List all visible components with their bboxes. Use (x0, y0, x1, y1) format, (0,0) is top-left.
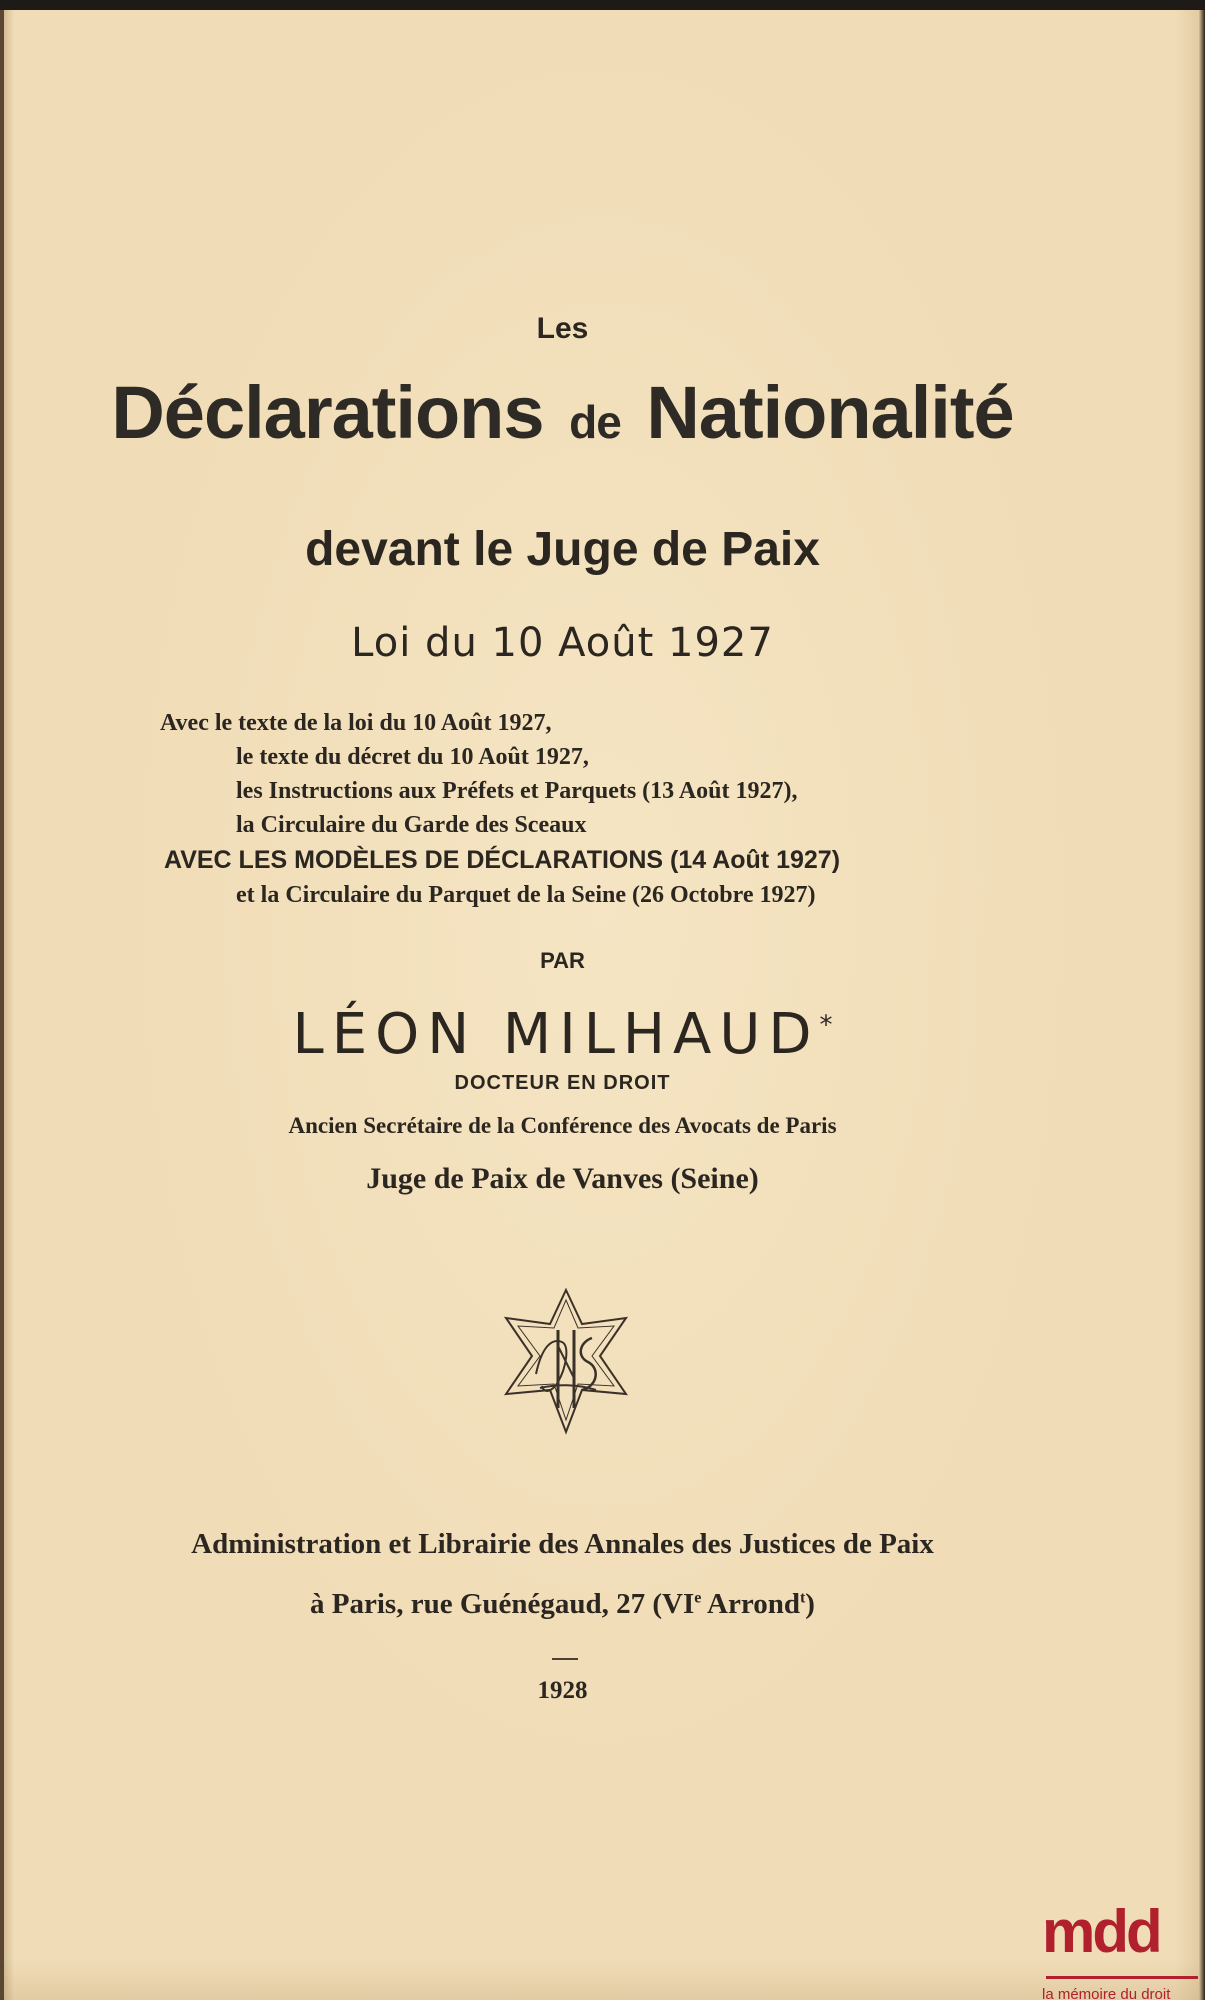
contents-line: et la Circulaire du Parquet de la Seine (26 Octobre 1927) (236, 882, 816, 908)
publisher-name: Administration et Librairie des Annales des Justices de Paix (191, 1528, 934, 1560)
page-edge (1199, 10, 1205, 2000)
address-mid: Arrond (701, 1588, 800, 1620)
author-name-text: LÉON MILHAUD (292, 1002, 820, 1067)
separator-dash (552, 1658, 578, 1660)
main-title-connector: de (569, 396, 621, 448)
law-reference: Loi du 10 Août 1927 (351, 620, 774, 666)
author-role-current: Juge de Paix de Vanves (Seine) (366, 1162, 759, 1195)
main-title-part2: Nationalité (646, 371, 1014, 454)
author-degree: DOCTEUR EN DROIT (454, 1072, 671, 1094)
address-main: à Paris, rue Guénégaud, 27 (VI (310, 1588, 695, 1620)
contents-line: les Instructions aux Préfets et Parquets (13 Août 1927), (236, 778, 798, 804)
author-name (0, 1002, 1125, 1067)
publisher-emblem-icon (496, 1286, 636, 1436)
author-mark: * (819, 1010, 833, 1041)
contents-line: le texte du décret du 10 Août 1927, (236, 744, 589, 770)
main-title-part1: Déclarations (111, 371, 544, 454)
main-title (0, 370, 1125, 455)
author-role-former: Ancien Secrétaire de la Conférence des Avocats de Paris (288, 1113, 837, 1138)
watermark-logo (1042, 1898, 1205, 2000)
watermark-caption: la mémoire du droit (1042, 1986, 1171, 2000)
publication-year: 1928 (537, 1677, 588, 1704)
watermark-logo-mark: mdd (1042, 1898, 1160, 1965)
address-superscript-1: e (694, 1589, 702, 1607)
watermark-rule (1046, 1976, 1198, 1979)
subtitle: devant le Juge de Paix (305, 523, 820, 576)
title-page (0, 10, 1205, 2000)
contents-line: la Circulaire du Garde des Sceaux (236, 812, 587, 838)
contents-line: Avec le texte de la loi du 10 Août 1927, (160, 710, 552, 736)
contents-line: AVEC LES MODÈLES DE DÉCLARATIONS (14 Août 1927) (164, 846, 841, 874)
by-label: PAR (540, 948, 585, 973)
title-les: Les (536, 312, 589, 345)
address-end: ) (805, 1588, 815, 1620)
address-superscript-2: t (799, 1589, 806, 1607)
publisher-address (0, 1588, 1125, 1621)
